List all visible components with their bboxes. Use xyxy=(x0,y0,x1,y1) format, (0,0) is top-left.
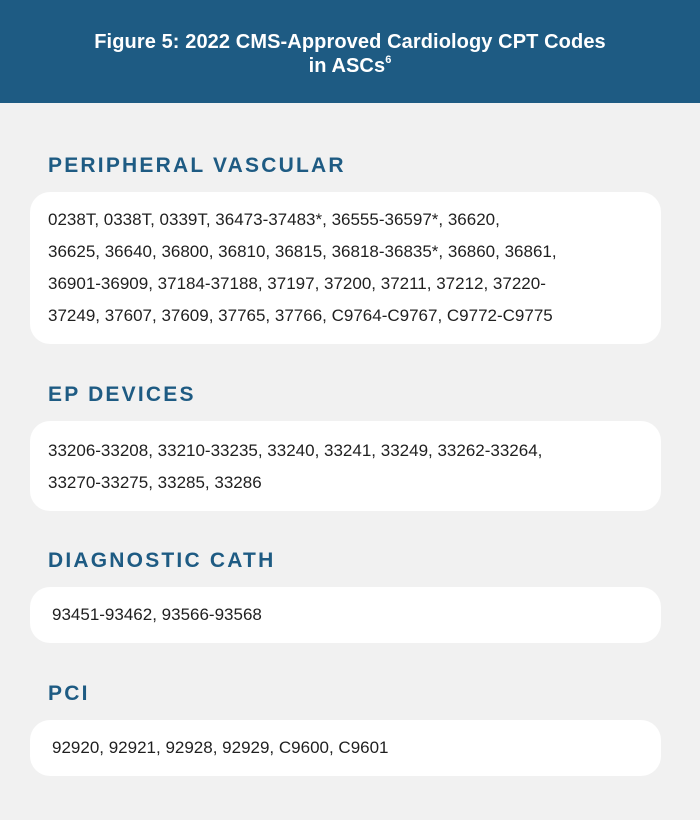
codes-line: 0238T, 0338T, 0339T, 36473-37483*, 36555-36597*, 36620, xyxy=(48,210,500,229)
codes-line: 33206-33208, 33210-33235, 33240, 33241, 33249, 33262-33264, xyxy=(48,441,543,460)
codes-card-diagnostic-cath xyxy=(30,587,661,643)
codes-line: 36625, 36640, 36800, 36810, 36815, 36818-36835*, 36860, 36861, xyxy=(48,242,557,261)
figure-title-line-1: Figure 5: 2022 CMS-Approved Cardiology CPT Codes xyxy=(94,31,606,53)
codes-line: 92920, 92921, 92928, 92929, C9600, C9601 xyxy=(52,738,389,757)
codes-card-ep-devices xyxy=(30,421,661,511)
figure-title-line-2-text: in ASCs xyxy=(308,55,386,77)
codes-card-pci xyxy=(30,720,661,776)
codes-line: 33270-33275, 33285, 33286 xyxy=(48,473,262,492)
section-title-ep-devices: EP DEVICES xyxy=(48,383,196,406)
figure-title-line-2 xyxy=(0,54,700,78)
section-title-peripheral-vascular: PERIPHERAL VASCULAR xyxy=(48,154,346,177)
section-title-pci: PCI xyxy=(48,682,90,705)
footnote-reference: 6 xyxy=(385,54,392,67)
codes-line: 37249, 37607, 37609, 37765, 37766, C9764-C9767, C9772-C9775 xyxy=(48,306,553,325)
codes-line: 36901-36909, 37184-37188, 37197, 37200, 37211, 37212, 37220- xyxy=(48,274,546,293)
section-title-diagnostic-cath: DIAGNOSTIC CATH xyxy=(48,549,276,572)
codes-line: 93451-93462, 93566-93568 xyxy=(52,605,262,624)
figure-header xyxy=(0,0,700,103)
codes-card-peripheral-vascular xyxy=(30,192,661,344)
